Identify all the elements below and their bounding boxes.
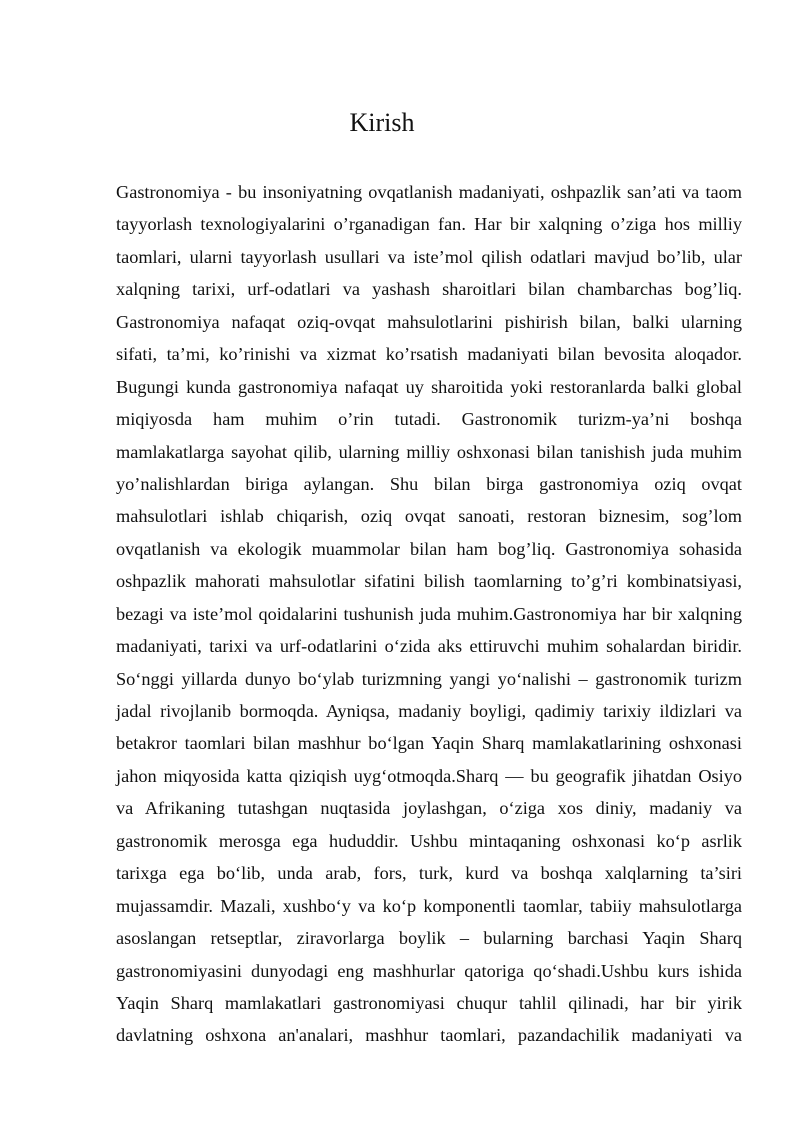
text-line: Gastronomiya - bu insoniyatning ovqatlanish madaniyati, oshpazlik san’ati va taom [116,182,742,202]
text-line: xalqning tarixi, urf-odatlari va yashash sharoitlari bilan chambarchas bog’liq. [116,279,742,300]
text-line: taomlari, ularni tayyorlash usullari va iste’mol qilish odatlari mavjud bo’lib, ular [116,246,742,267]
text-line: oshpazlik mahorati mahsulotlar sifatini bilish taomlarning to’g’ri kombinatsiyasi, [116,571,742,592]
text-line: betakror taomlari bilan mashhur bo‘lgan Yaqin Sharq mamlakatlarining oshxonasi [116,733,742,754]
text-line: davlatning oshxona an'analari, mashhur taomlari, pazandachilik madaniyati va [116,1025,742,1046]
text-line: mamlakatlarga sayohat qilib, ularning milliy oshxonasi bilan tanishish juda muhim [116,441,742,462]
text-line: So‘nggi yillarda dunyo bo‘ylab turizmning yangi yo‘nalishi – gastronomik turizm [116,668,742,689]
text-line: madaniyati, tarixi va urf-odatlarini o‘zida aks ettiruvchi muhim sohalardan biridir. [116,636,742,657]
text-line: jahon miqyosida katta qiziqish uyg‘otmoqda.Sharq — bu geografik jihatdan Osiyo [116,765,742,786]
text-line: jadal rivojlanib bormoqda. Ayniqsa, madaniy boyligi, qadimiy tarixiy ildizlari va [116,701,742,721]
text-line: gastronomiyasini dunyodagi eng mashhurlar qatoriga qo‘shadi.Ushbu kurs ishida [116,960,742,981]
text-line: bezagi va iste’mol qoidalarini tushunish juda muhim.Gastronomiya har bir xalqning [116,603,742,624]
page-title: Kirish [349,108,415,137]
text-line: mujassamdir. Mazali, xushbo‘y va ko‘p komponentli taomlar, tabiiy mahsulotlarga [116,895,742,916]
text-line: tarixga ega bo‘lib, unda arab, fors, turk, kurd va boshqa xalqlarning ta’siri [116,863,742,884]
text-line: sifati, ta’mi, ko’rinishi va xizmat ko’rsatish madaniyati bilan bevosita aloqador. [116,344,742,365]
body-text [116,176,742,1052]
text-line: Yaqin Sharq mamlakatlari gastronomiyasi chuqur tahlil qilinadi, har bir yirik [116,992,742,1013]
text-line: ovqatlanish va ekologik muammolar bilan ham bog’liq. Gastronomiya sohasida [116,538,742,559]
text-line: asoslangan retseptlar, ziravorlarga boylik – bularning barchasi Yaqin Sharq [116,928,742,949]
text-line: yo’nalishlardan biriga aylangan. Shu bilan birga gastronomiya oziq ovqat [116,473,742,494]
text-line: gastronomik merosga ega hududdir. Ushbu mintaqaning oshxonasi ko‘p asrlik [116,830,742,851]
text-line: Gastronomiya nafaqat oziq-ovqat mahsulotlarini pishirish bilan, balki ularning [116,311,742,332]
text-line: tayyorlash texnologiyalarini o’rganadigan fan. Har bir xalqning o’ziga hos milliy [116,214,742,235]
text-line: va Afrikaning tutashgan nuqtasida joylashgan, o‘ziga xos diniy, madaniy va [116,798,742,819]
text-line: Bugungi kunda gastronomiya nafaqat uy sharoitida yoki restoranlarda balki global [116,376,742,397]
text-line: mahsulotlari ishlab chiqarish, oziq ovqat sanoati, restoran biznesim, sog’lom [116,506,742,527]
text-line: miqiyosda ham muhim o’rin tutadi. Gastronomik turizm-ya’ni boshqa [116,409,742,430]
